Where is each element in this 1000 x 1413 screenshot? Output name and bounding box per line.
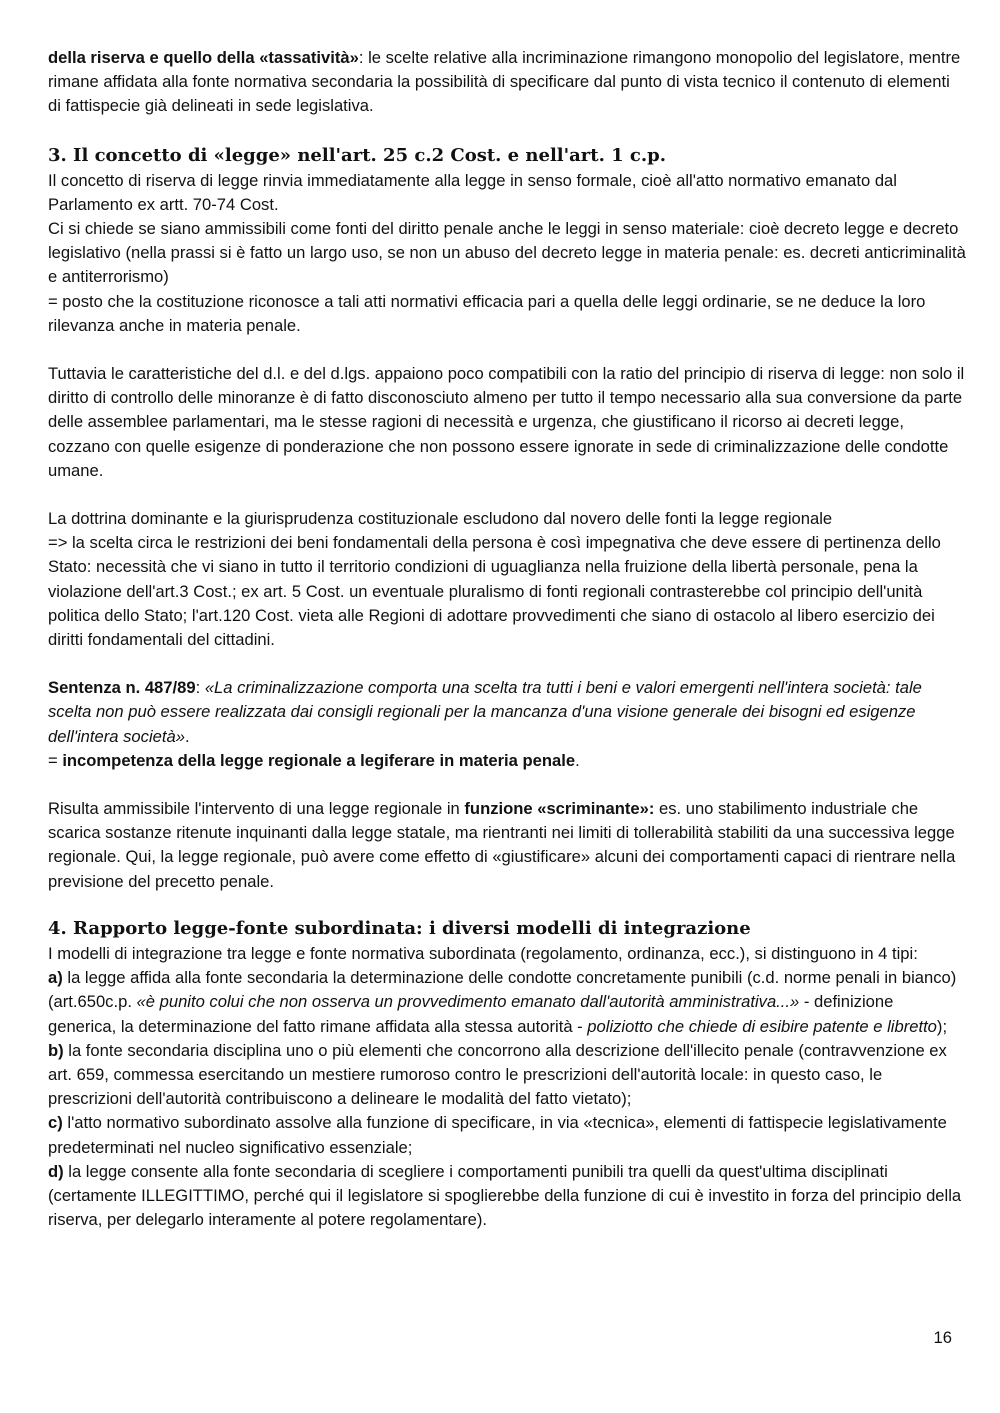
paragraph: Tuttavia le caratteristiche del d.l. e del d.lgs. appaiono poco compatibili con la ratio del principio di riserva di legge: non solo il diritto di controllo delle minoranze è di fatto disconosciuto almeno per tutto il tempo necessario alla sua conversione da parte delle assemblee parlamentari, ma le stesse ragioni di necessità e urgenza, che giustificano il ricorso ai decreti legge, cozzano con quelle esigenze di ponderazione che non possono essere ignorate in sede di criminalizzazione delle condotte umane. xyxy=(48,364,965,480)
scriminante-bold: funzione «scriminante»: xyxy=(464,799,655,819)
paragraph: Il concetto di riserva di legge rinvia immediatamente alla legge in senso formale, cioè all'atto normativo emanato dal Parlamento ex artt. 70-74 Cost. xyxy=(48,170,897,214)
paragraph: I modelli di integrazione tra legge e fonte normativa subordinata (regolamento, ordinanza, ecc.), si distinguono in 4 tipi: xyxy=(48,943,918,963)
paragraph: La dottrina dominante e la giurisprudenza costituzionale escludono dal novero delle fonti la legge regionale xyxy=(48,509,833,529)
item-quote: «è punito colui che non osserva un provvedimento emanato dall'autorità amministrativa...» xyxy=(136,992,800,1012)
item-example: poliziotto che chiede di esibire patente e libretto xyxy=(587,1016,937,1036)
page-number: 16 xyxy=(933,1328,952,1347)
section-4-heading: 4. Rapporto legge-fonte subordinata: i diversi modelli di integrazione xyxy=(48,917,751,939)
paragraph: Ci si chiede se siano ammissibili come fonti del diritto penale anche le leggi in senso materiale: cioè decreto legge e decreto legislativo (nella prassi si è fatto un largo uso, se non un abuso del decreto legge in materia penale: es. decreti anticriminalità e antiterrorismo) xyxy=(48,219,966,287)
section-3-heading: 3. Il concetto di «legge» nell'art. 25 c.2 Cost. e nell'art. 1 c.p. xyxy=(48,144,666,166)
item-text: la legge affida alla fonte secondaria la determinazione delle condotte concretamente punibili (c.d. norme penali in bianco) (art.650c.p. xyxy=(48,968,957,1012)
separator: : xyxy=(195,678,205,698)
item-label: c) xyxy=(48,1113,63,1133)
list-item-c xyxy=(48,1111,966,1159)
paragraph-text: : le scelte relative alla incriminazione rimangono monopolio del legislatore, mentre rimane affidata alla fonte normativa secondaria la possibilità di specificare dal punto di vista tecnico il contenuto di elementi di fattispecie già delineati in sede legislativa. xyxy=(48,48,961,116)
paragraph-text: Risulta ammissibile l'intervento di una legge regionale in xyxy=(48,799,465,819)
sentenza-citation xyxy=(48,676,966,749)
item-text: l'atto normativo subordinato assolve alla funzione di specificare, in via «tecnica», elementi di fattispecie legislativamente predeterminati nel nucleo significativo essenziale; xyxy=(48,1113,947,1157)
list-item-b xyxy=(48,1039,966,1112)
item-label: b) xyxy=(48,1040,64,1060)
paragraph-riserva-tassativita xyxy=(48,46,966,119)
item-text: la legge consente alla fonte secondaria di scegliere i comportamenti punibili tra quelli da quest'ultima disciplinati (certamente ILLEGITTIMO, perché qui il legislatore si spoglierebbe della funzione di cui è investito in forza del principio della riserva, per delegarlo interamente al potere regolamentare). xyxy=(48,1161,962,1230)
list-item-d xyxy=(48,1160,966,1233)
sentenza-quote: «La criminalizzazione comporta una scelta tra tutti i beni e valori emergenti nell'intera società: tale scelta non può essere realizzata dai consigli regionali per la mancanza d'una visione generale dei bisogni ed esigenze dell'intera società» xyxy=(48,678,922,746)
item-text: la fonte secondaria disciplina uno o più elementi che concorrono alla descrizione dell'illecito penale (contravvenzione ex art. 659, commessa esercitando un mestiere rumoroso contro le prescrizioni dell'autorità locale: in questo caso, le prescrizioni dell'autorità contribuiscono a delineare le modalità del fatto vietato); xyxy=(48,1040,947,1109)
prefix: = xyxy=(48,750,63,770)
paragraph-text: es. uno stabilimento industriale che scarica sostanze ritenute inquinanti dalla legge statale, ma rientranti nei limiti di tollerabilità stabiliti da una successiva legge regionale. Qui, la legge regionale, può avere come effetto di «giustificare» alcuni dei comportamenti capaci di rientrare nella previsione del precetto penale. xyxy=(48,799,956,891)
list-item-a xyxy=(48,966,966,1039)
item-label: a) xyxy=(48,968,63,988)
paragraph-scriminante xyxy=(48,797,966,894)
item-text: - definizione generica, la determinazione del fatto rimane affidata alla stessa autorità - xyxy=(48,992,894,1036)
punctuation: . xyxy=(575,750,580,770)
paragraph: => la scelta circa le restrizioni dei beni fondamentali della persona è così impegnativa che deve essere di pertinenza dello Stato: necessità che vi siano in tutto il territorio condizioni di uguaglianza nella fruizione della libertà personale, pena la violazione dell'art.3 Cost.; ex art. 5 Cost. un eventuale pluralismo di fonti regionali contrasterebbe col principio dell'unità politica dello Stato; l'art.120 Cost. vieta alle Regioni di adottare provvedimenti che siano di ostacolo al libero esercizio dei diritti fondamentali del cittadini. xyxy=(48,533,941,650)
item-text: ); xyxy=(936,1016,948,1036)
incompetence-line xyxy=(48,749,966,773)
sentenza-label: Sentenza n. 487/89 xyxy=(48,678,196,698)
incompetence-bold: incompetenza della legge regionale a legiferare in materia penale xyxy=(62,750,576,770)
document-page xyxy=(48,46,966,1232)
bold-term: della riserva e quello della «tassatività» xyxy=(48,48,359,67)
item-label: d) xyxy=(48,1161,64,1181)
punctuation: . xyxy=(184,726,190,746)
paragraph: = posto che la costituzione riconosce a tali atti normativi efficacia pari a quella delle leggi ordinarie, se ne deduce la loro rilevanza anche in materia penale. xyxy=(48,291,926,335)
